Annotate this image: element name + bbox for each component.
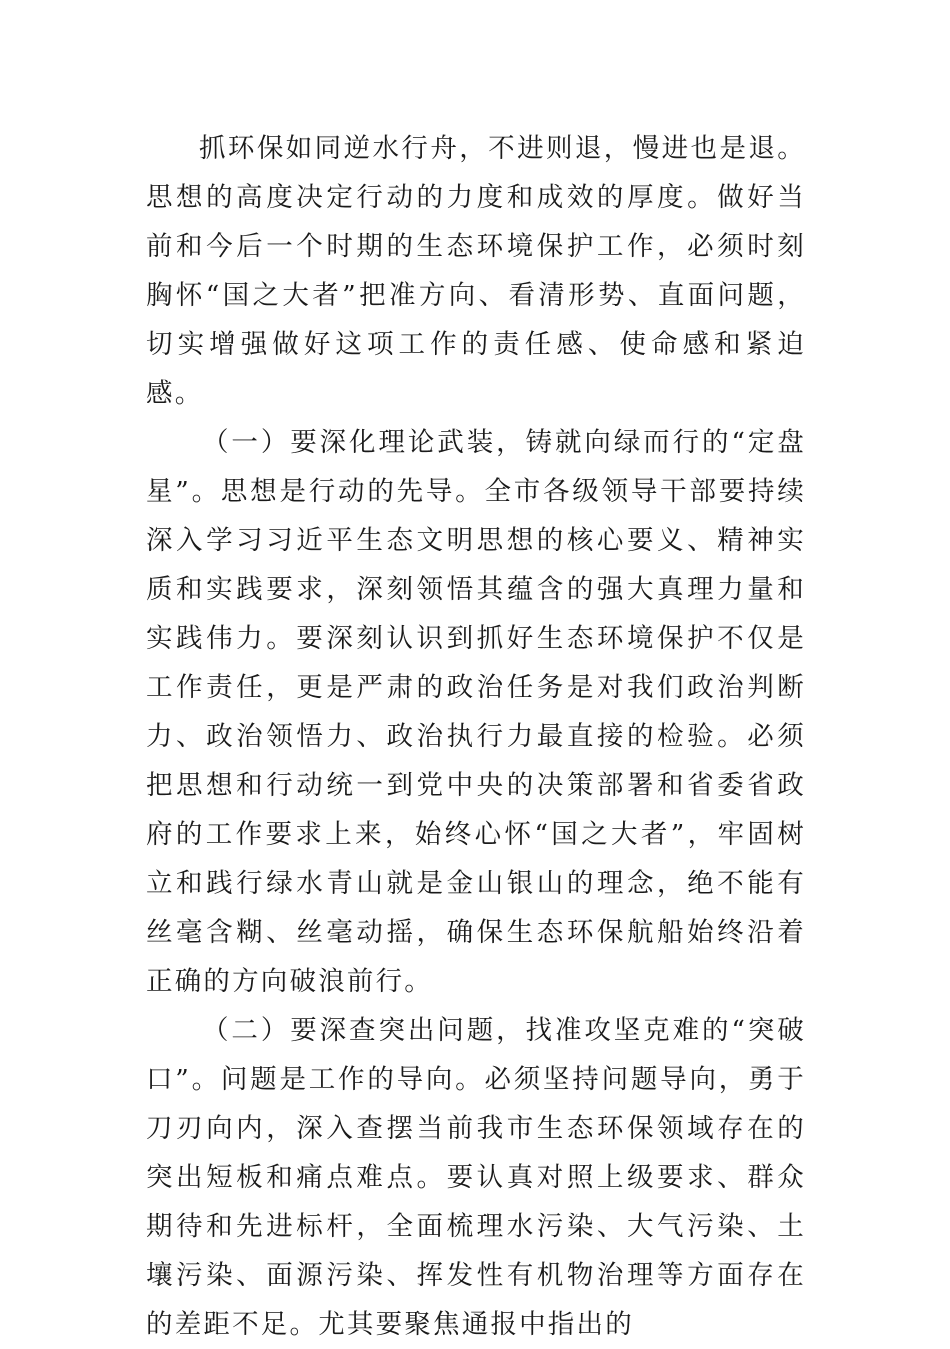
paragraph-section-two: （二）要深查突出问题，找准攻坚克难的“突破口”。问题是工作的导向。必须坚持问题导向，勇于刀刃向内，深入查摆当前我市生态环保领域存在的突出短板和痛点难点。要认真对照上级要求、群众期待和先进标杆，全面梳理水污染、大气污染、土壤污染、面源污染、挥发性有机物治理等方面存在的差距不足。尤其要聚焦通报中指出的: [146, 1015, 806, 1340]
document-body: [146, 124, 806, 1349]
paragraph-intro: 抓环保如同逆水行舟，不进则退，慢进也是退。思想的高度决定行动的力度和成效的厚度。做好当前和今后一个时期的生态环境保护工作，必须时刻胸怀“国之大者”把准方向、看清形势、直面问题，切实增强做好这项工作的责任感、使命感和紧迫感。: [146, 133, 806, 409]
paragraph-section-one: （一）要深化理论武装，铸就向绿而行的“定盘星”。思想是行动的先导。全市各级领导干部要持续深入学习习近平生态文明思想的核心要义、精神实质和实践要求，深刻领悟其蕴含的强大真理力量和实践伟力。要深刻认识到抓好生态环境保护不仅是工作责任，更是严肃的政治任务是对我们政治判断力、政治领悟力、政治执行力最直接的检验。必须把思想和行动统一到党中央的决策部署和省委省政府的工作要求上来，始终心怀“国之大者”，牢固树立和践行绿水青山就是金山银山的理念，绝不能有丝毫含糊、丝毫动摇，确保生态环保航船始终沿着正确的方向破浪前行。: [146, 427, 806, 997]
